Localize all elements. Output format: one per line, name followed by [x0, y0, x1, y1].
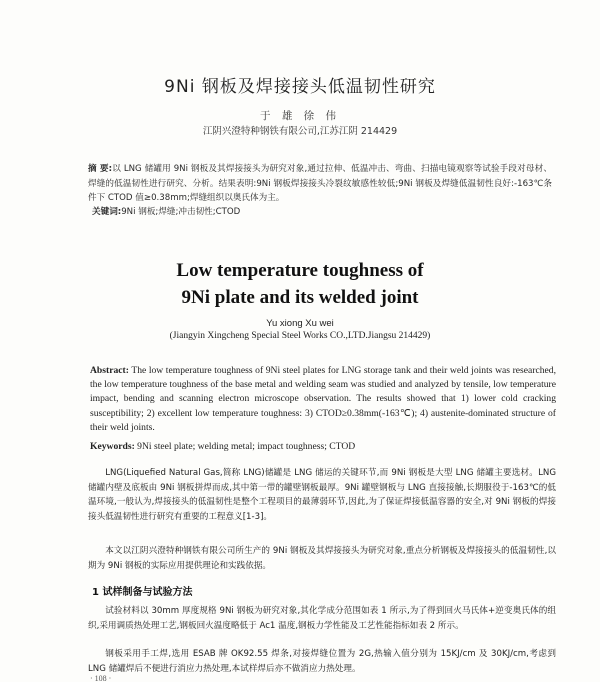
page-number: · 108 ·: [90, 674, 112, 683]
chinese-authors: 于 雄 徐 伟: [259, 110, 340, 122]
english-abstract: [90, 364, 556, 435]
chinese-abstract-text: 以 LNG 储罐用 9Ni 钢板及其焊接接头为研究对象,通过拉伸、低温冲击、弯曲、扫描电镜观察等试验手段对母材、焊缝的低温韧性进行研究、分析。结果表明:9Ni 钢板焊接接头冷裂纹敏感性较低;9Ni 钢板及焊缝低温韧性良好:-163℃条件下 CTOD 值≥0.38mm;焊缝组织以奥氏体为主。: [88, 164, 552, 204]
body-paragraph-4: 钢板采用手工焊,选用 ESAB 牌 OK92.55 焊条,对接焊缝位置为 2G,热输入值分别为 15KJ/cm 及 30KJ/cm,考虑到 LNG 储罐焊后不便进行消应力热处理,本试样焊后亦不做消应力热处理。: [88, 649, 556, 674]
chinese-affiliation: 江阴兴澄特种钢铁有限公司,江苏江阴 214429: [202, 126, 398, 137]
english-keywords-label: Keywords:: [90, 441, 135, 452]
chinese-title: 9Ni 钢板及焊接接头低温韧性研究: [164, 77, 436, 97]
body-paragraph-3: 试验材料以 30mm 厚度规格 9Ni 钢板为研究对象,其化学成分范围如表 1 所示,为了得到回火马氏体+逆变奥氏体的组织,采用调质热处理工艺,钢板回火温度略低于 Ac1 温度,钢板力学性能及工艺性能指标如表 2 所示。: [88, 606, 556, 631]
chinese-keywords-text: 9Ni 钢板;焊缝;冲击韧性;CTOD: [121, 207, 241, 217]
english-abstract-text: The low temperature toughness of 9Ni steel plates for LNG storage tank and their weld joints was researched, the low temperature toughness of the base metal and welding seam was studied and analyzed by tensile, low temperature impact, bending and scanning electron microscope observation. The results showed that 1) lower cold cracking susceptibility; 2) excellent low temperature toughness: 3) CTOD≥0.38mm(-163℃); 4) austenite-dominated structure of their weld joints.: [90, 365, 556, 433]
english-title-line1: Low temperature toughness of: [176, 260, 424, 281]
english-title-line2: 9Ni plate and its welded joint: [181, 287, 419, 308]
body-paragraph-2: 本文以江阴兴澄特种钢铁有限公司所生产的 9Ni 钢板及其焊接接头为研究对象,重点分析钢板及焊接接头的低温韧性,以期为 9Ni 钢板的实际应用提供理论和实践依据。: [88, 546, 556, 571]
english-abstract-label: Abstract:: [90, 365, 129, 376]
body-paragraph-1: LNG(Liquefied Natural Gas,简称 LNG)储罐是 LNG 储运的关键环节,而 9Ni 钢板是大型 LNG 储罐主要选材。LNG 储罐内壁及底板由 9Ni 钢板拼焊而成,其中第一带的罐壁钢板最厚。9Ni 罐壁钢板与 LNG 直接接触,长期服役于-163℃的低温环境,一般认为,焊接接头的低温韧性是整个工程项目的最薄弱环节,因此,为了保证焊接低温容器的安全,对 9Ni 钢板的焊接接头低温韧性进行研究有重要的工程意义[1-3]。: [88, 468, 556, 522]
chinese-keywords: [92, 205, 552, 217]
english-keywords: [90, 441, 556, 452]
english-affiliation: (Jiangyin Xingcheng Special Steel Works CO.,LTD.Jiangsu 214429): [169, 331, 431, 341]
chinese-abstract-label: 摘 要:: [88, 164, 113, 174]
english-title: [0, 257, 600, 311]
english-keywords-text: 9Ni steel plate; welding metal; impact toughness; CTOD: [137, 441, 356, 452]
section-heading-1: 1 试样制备与试验方法: [92, 587, 193, 598]
english-authors: Yu xiong Xu wei: [266, 318, 334, 329]
chinese-abstract: [88, 162, 552, 206]
chinese-keywords-label: 关键词:: [92, 207, 122, 217]
